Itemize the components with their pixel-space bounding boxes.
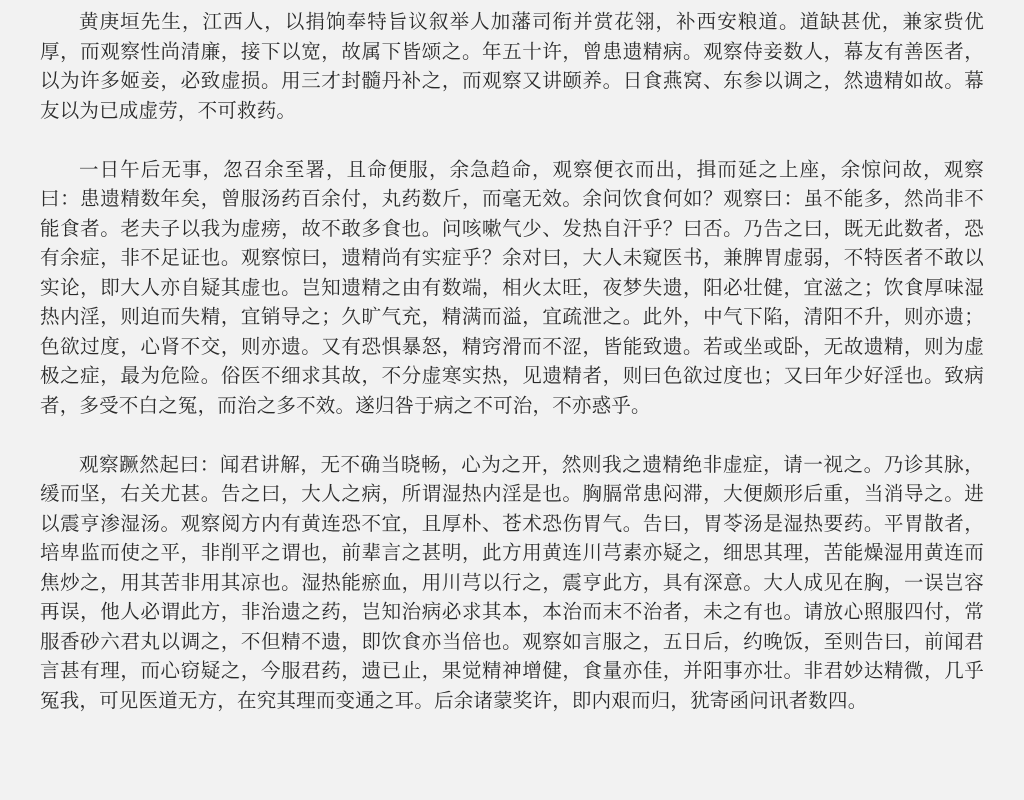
paragraph-1: 黄庚垣先生，江西人，以捐饷奉特旨议叙举人加藩司衔并赏花翎，补西安粮道。道缺甚优，兼家赀优厚，而观察性尚清廉，接下以宽，故属下皆颂之。年五十许，曾患遗精病。观察侍妾数人，幕友有善医者，以为许多姬妾，必致虚损。用三才封髓丹补之，而观察又讲颐养。日食燕窝、东参以调之，然遗精如故。幕友以为已成虚劳，不可救药。 <box>40 10 984 122</box>
paragraph-3: 观察蹶然起曰：闻君讲解，无不确当晓畅，心为之开，然则我之遗精绝非虚症，请一视之。乃诊其脉，缓而坚，右关尤甚。告之曰，大人之病，所谓湿热内淫是也。胸膈常患闷滞，大便颇形后重，当消导之。进以震亨渗湿汤。观察阅方内有黄连恐不宜，且厚朴、苍术恐伤胃气。告曰，胃苓汤是湿热要药。平胃散者，培卑监而使之平，非削平之谓也，前辈言之甚明，此方用黄连川芎素亦疑之，细思其理，苦能燥湿用黄连而焦炒之，用其苦非用其凉也。湿热能瘀血，用川芎以行之，震亨此方，具有深意。大人成见在胸，一误岂容再误，他人必谓此方，非治遗之药，岂知治病必求其本，本治而末不治者，未之有也。请放心照服四付，常服香砂六君丸以调之，不但精不遗，即饮食亦当倍也。观察如言服之，五日后，约晚饭，至则告曰，前闻君言甚有理，而心窃疑之，今服君药，遗已止，果觉精神增健，食量亦佳，并阳事亦壮。非君妙达精微，几乎冤我，可见医道无方，在究其理而变通之耳。后余诸蒙奖许，即内艰而归，犹寄函问讯者数四。 <box>40 452 984 712</box>
paragraph-2: 一日午后无事，忽召余至署，且命便服，余急趋命，观察便衣而出，揖而延之上座，余惊问故，观察曰：患遗精数年矣，曾服汤药百余付，丸药数斤，而毫无效。余问饮食何如？观察曰：虽不能多，然尚非不能食者。老夫子以我为虚痨，故不敢多食也。问咳嗽气少、发热自汗乎？曰否。乃告之曰，既无此数者，恐有余症，非不足证也。观察惊曰，遗精尚有实症乎？余对曰，大人未窥医书，兼脾胃虚弱，不特医者不敢以实论，即大人亦自疑其虚也。岂知遗精之由有数端，相火太旺，夜梦失遗，阳必壮健，宜滋之；饮食厚味湿热内淫，则迫而失精，宜销导之；久旷气充，精满而溢，宜疏泄之。此外，中气下陷，清阳不升，则亦遗；色欲过度，心肾不交，则亦遗。又有恐惧暴怒，精窍滑而不涩，皆能致遗。若或坐或卧，无故遗精，则为虚极之症，最为危险。俗医不细求其故，不分虚寒实热，见遗精者，则曰色欲过度也；又曰年少好淫也。致病者，多受不白之冤，而治之多不效。遂归咎于病之不可治，不亦惑乎。 <box>40 157 984 417</box>
